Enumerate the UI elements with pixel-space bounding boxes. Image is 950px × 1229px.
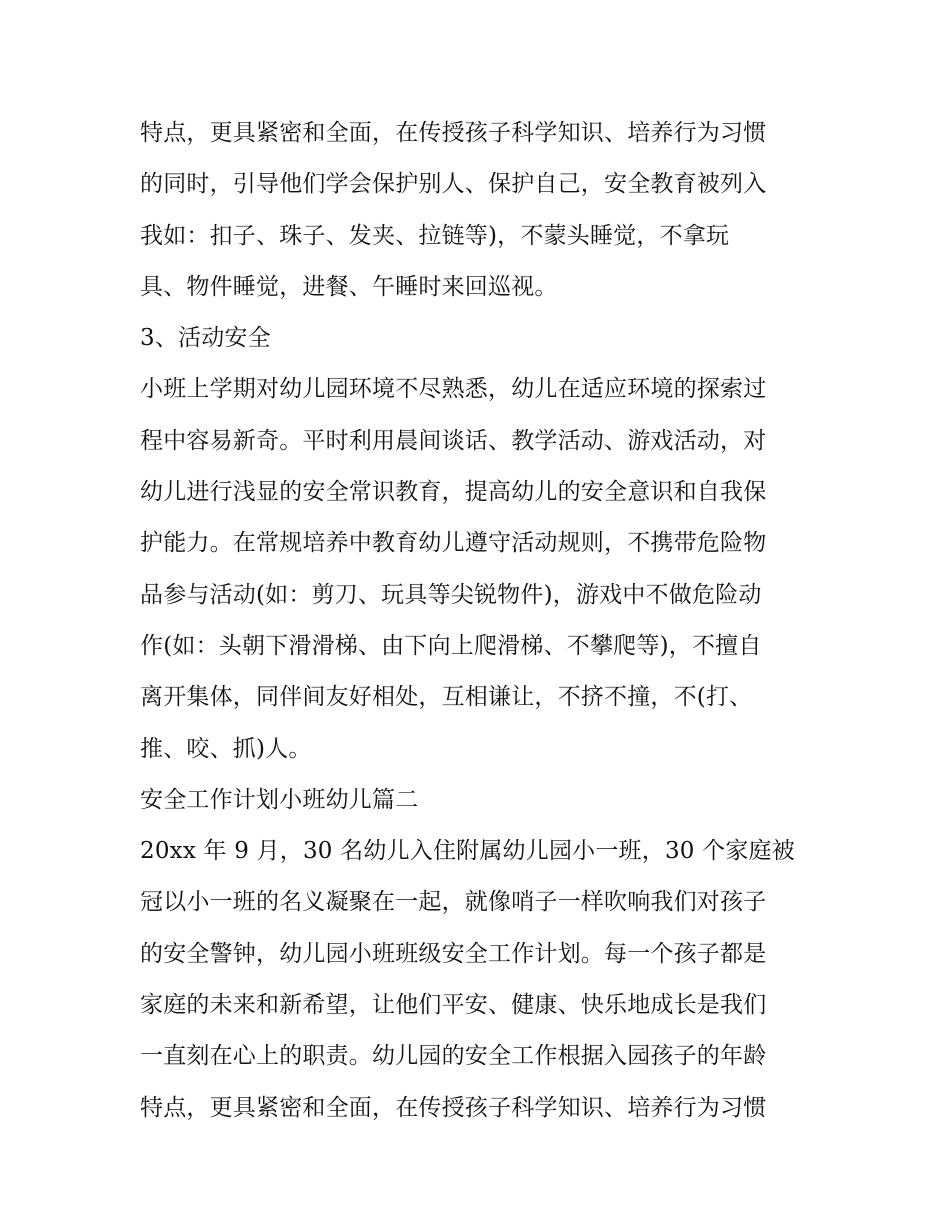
text-line: 小班上学期对幼儿园环境不尽熟悉，幼儿在适应环境的探索过 (140, 376, 767, 403)
text-line: 离开集体，同伴间友好相处，互相谦让，不挤不撞，不(打、 (140, 684, 753, 711)
text-line: 程中容易新奇。平时利用晨间谈话、教学活动、游戏活动，对 (140, 427, 767, 454)
section-heading: 3、活动安全 (140, 325, 271, 352)
text-line: 推、咬、抓)人。 (140, 735, 312, 762)
text-line: 家庭的未来和新希望，让他们平安、健康、快乐地成长是我们 (140, 992, 767, 1019)
section-title: 安全工作计划小班幼儿篇二 (140, 786, 419, 813)
text-line: 的安全警钟，幼儿园小班班级安全工作计划。每一个孩子都是 (140, 940, 767, 967)
text-line: 我如：扣子、珠子、发夹、拉链等)，不蒙头睡觉，不拿玩 (140, 222, 730, 249)
text-line: 的同时，引导他们学会保护别人、保护自己，安全教育被列入 (140, 171, 767, 198)
text-line: 作(如：头朝下滑滑梯、由下向上爬滑梯、不攀爬等)，不擅自 (140, 632, 762, 659)
text-line: 一直刻在心上的职责。幼儿园的安全工作根据入园孩子的年龄 (140, 1043, 767, 1070)
text-line: 护能力。在常规培养中教育幼儿遵守活动规则，不携带危险物 (140, 530, 767, 557)
text-line: 品参与活动(如：剪刀、玩具等尖锐物件)，游戏中不做危险动 (140, 581, 762, 608)
text-line: 幼儿进行浅显的安全常识教育，提高幼儿的安全意识和自我保 (140, 479, 767, 506)
document-body (140, 108, 830, 1134)
text-line: 冠以小一班的名义凝聚在一起，就像哨子一样吹响我们对孩子 (140, 889, 767, 916)
text-line: 具、物件睡觉，进餐、午睡时来回巡视。 (140, 273, 558, 300)
text-line: 特点，更具紧密和全面，在传授孩子科学知识、培养行为习惯 (140, 1094, 767, 1121)
text-line: 特点，更具紧密和全面，在传授孩子科学知识、培养行为习惯 (140, 120, 767, 146)
text-line: 20xx 年 9 月，30 名幼儿入住附属幼儿园小一班，30 个家庭被 (140, 838, 795, 865)
